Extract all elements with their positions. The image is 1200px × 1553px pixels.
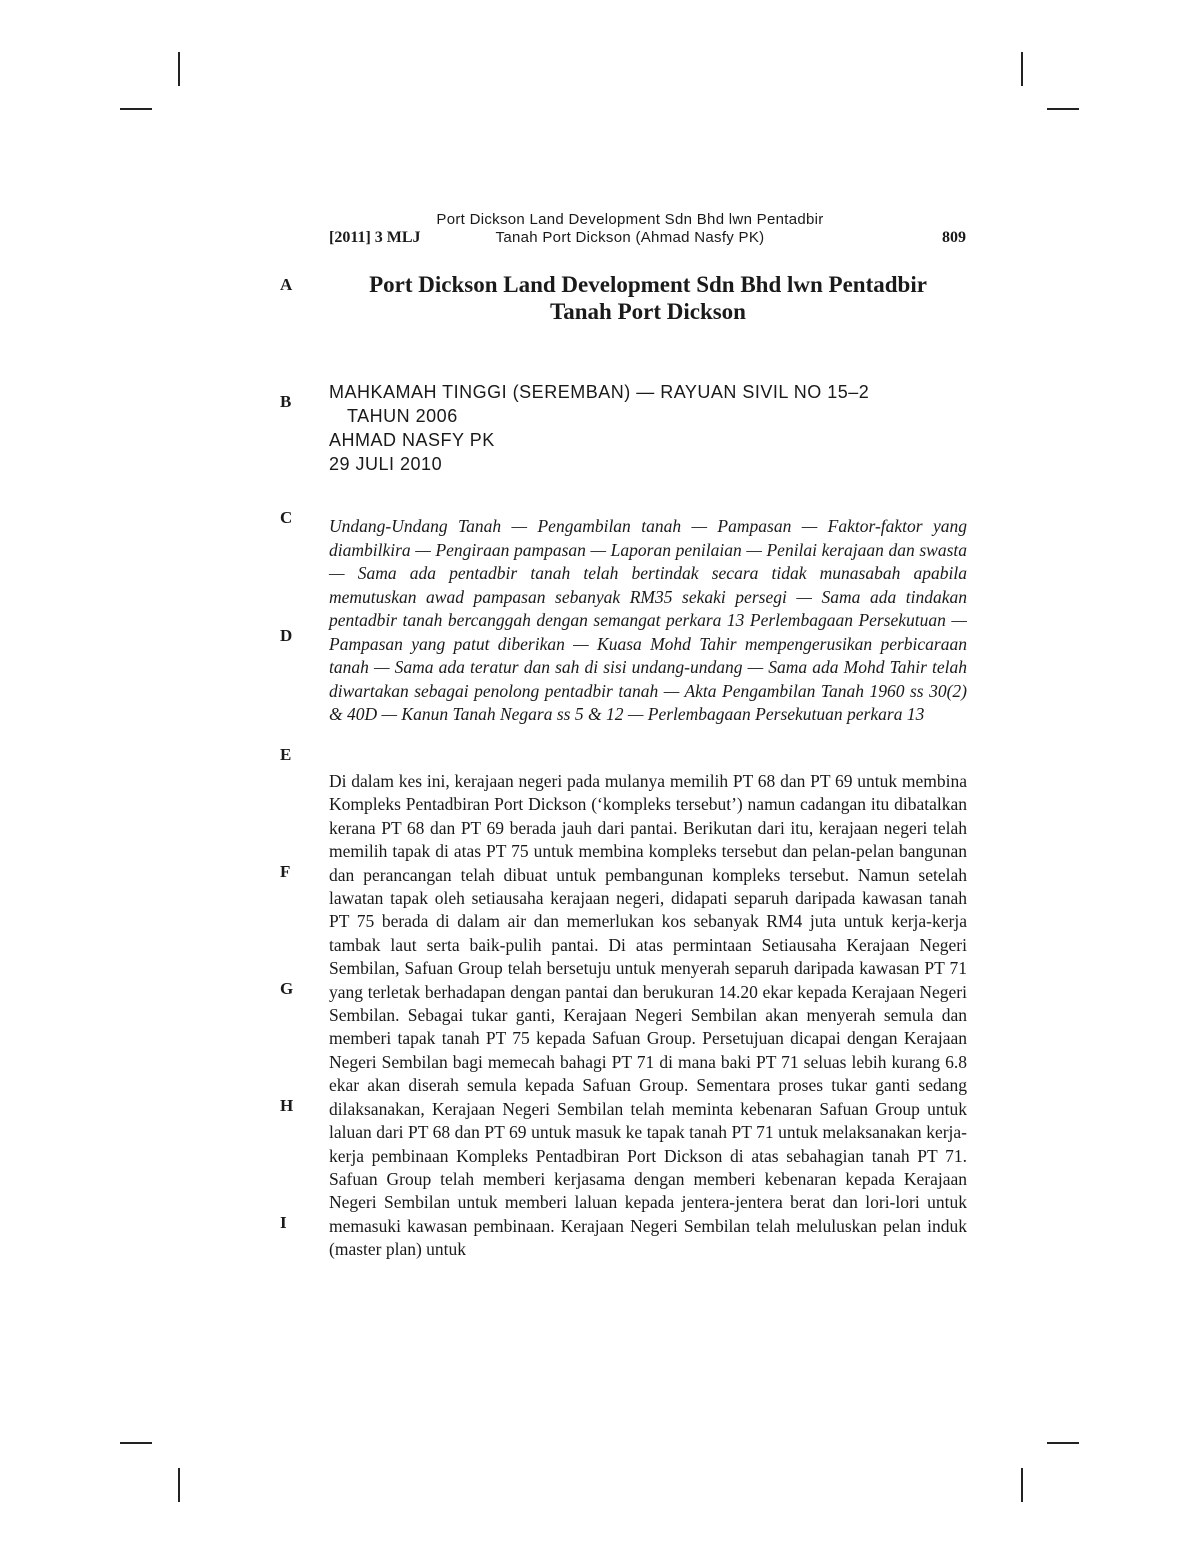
- court-line2: TAHUN 2006: [347, 406, 458, 426]
- crop-mark-bottom-left-vertical: [178, 1468, 180, 1502]
- court-info: [329, 380, 969, 476]
- decision-date: 29 JULI 2010: [329, 454, 443, 474]
- crop-mark-bottom-left-horizontal: [120, 1442, 152, 1444]
- case-title: [329, 271, 967, 325]
- margin-letter-c: C: [280, 508, 293, 527]
- case-title-line2: Tanah Port Dickson: [550, 299, 746, 324]
- citation: [2011] 3 MLJ: [329, 229, 421, 246]
- headnote-paragraph: Di dalam kes ini, kerajaan negeri pada mulanya memilih PT 68 dan PT 69 untuk membina Kompleks Pentadbiran Port Dickson (‘kompleks tersebut’) namun cadangan itu dibatalkan kerana PT 68 dan PT 69 berada jauh dari pantai. Berikutan dari itu, kerajaan negeri telah memilih tapak di atas PT 75 untuk membina kompleks tersebut dan pelan-pelan bangunan dan perancangan telah dibuat untuk pembangunan kompleks tersebut. Namun setelah lawatan tapak oleh setiausaha kerajaan negeri, didapati separuh daripada kawasan tanah PT 75 berada di dalam air dan memerlukan kos sebanyak RM4 juta untuk kerja-kerja tambak laut serta baik-pulih pantai. Di atas permintaan Setiausaha Kerajaan Negeri Sembilan, Safuan Group telah bersetuju untuk menyerah separuh daripada kawasan PT 71 yang terletak berhadapan dengan pantai dan berukuran 14.20 ekar kepada Kerajaan Negeri Sembilan. Sebagai tukar ganti, Kerajaan Negeri Sembilan akan menyerah semula dan memberi tapak tanah PT 75 kepada Safuan Group. Persetujuan dicapai dengan Kerajaan Negeri Sembilan bagi memecah bahagi PT 71 di mana baki PT 71 seluas lebih kurang 6.8 ekar akan diserah semula kepada Safuan Group. Sementara proses tukar ganti sedang dilaksanakan, Kerajaan Negeri Sembilan telah meminta kebenaran Safuan Group untuk laluan dari PT 68 dan PT 69 untuk masuk ke tapak tanah PT 71 untuk melaksanakan kerja-kerja pembinaan Kompleks Pentadbiran Port Dickson di atas sebahagian tanah PT 71. Safuan Group telah memberi kerjasama dengan memberi kebenaran kepada Kerajaan Negeri Sembilan untuk memberi laluan kepada jentera-jentera berat dan lori-lori untuk memasuki kawasan pembinaan. Kerajaan Negeri Sembilan telah meluluskan pelan induk (master plan) untuk: [329, 771, 967, 1260]
- crop-mark-top-left-horizontal: [120, 108, 152, 110]
- case-title-line1: Port Dickson Land Development Sdn Bhd lwn Pentadbir: [369, 272, 927, 297]
- margin-letter-d: D: [280, 626, 293, 645]
- crop-mark-bottom-right-vertical: [1021, 1468, 1023, 1502]
- crop-mark-top-left-vertical: [178, 52, 180, 86]
- running-title: [430, 211, 830, 247]
- margin-letter-i: I: [280, 1213, 287, 1232]
- crop-mark-top-right-horizontal: [1047, 108, 1079, 110]
- running-title-line2: Tanah Port Dickson (Ahmad Nasfy PK): [495, 229, 765, 246]
- margin-letter-f: F: [280, 862, 291, 881]
- court-line1: MAHKAMAH TINGGI (SEREMBAN) — RAYUAN SIVIL NO 15–2: [329, 382, 870, 402]
- page-number: 809: [942, 229, 966, 246]
- margin-letter-g: G: [280, 979, 294, 998]
- margin-letter-h: H: [280, 1096, 294, 1115]
- margin-letter-e: E: [280, 745, 292, 764]
- margin-letter-b: B: [280, 392, 292, 411]
- margin-letter-a: A: [280, 275, 293, 294]
- judge-name: AHMAD NASFY PK: [329, 430, 495, 450]
- crop-mark-bottom-right-horizontal: [1047, 1442, 1079, 1444]
- catchwords: Undang-Undang Tanah — Pengambilan tanah — Pampasan — Faktor-faktor yang diambilkira — Pengiraan pampasan — Laporan penilaian — Penilai kerajaan dan swasta — Sama ada pentadbir tanah telah bertindak secara tidak munasabah apabila memutuskan awad pampasan sebanyak RM35 sekaki persegi — Sama ada tindakan pentadbir tanah bercanggah dengan semangat perkara 13 Perlembagaan Persekutuan — Pampasan yang patut diberikan — Kuasa Mohd Tahir mempengerusikan perbicaraan tanah — Sama ada teratur dan sah di sisi undang-undang — Sama ada Mohd Tahir telah diwartakan sebagai penolong pentadbir tanah — Akta Pengambilan Tanah 1960 ss 30(2) & 40D — Kanun Tanah Negara ss 5 & 12 — Perlembagaan Persekutuan perkara 13: [329, 516, 967, 724]
- crop-mark-top-right-vertical: [1021, 52, 1023, 86]
- running-title-line1: Port Dickson Land Development Sdn Bhd lwn Pentadbir: [436, 211, 824, 228]
